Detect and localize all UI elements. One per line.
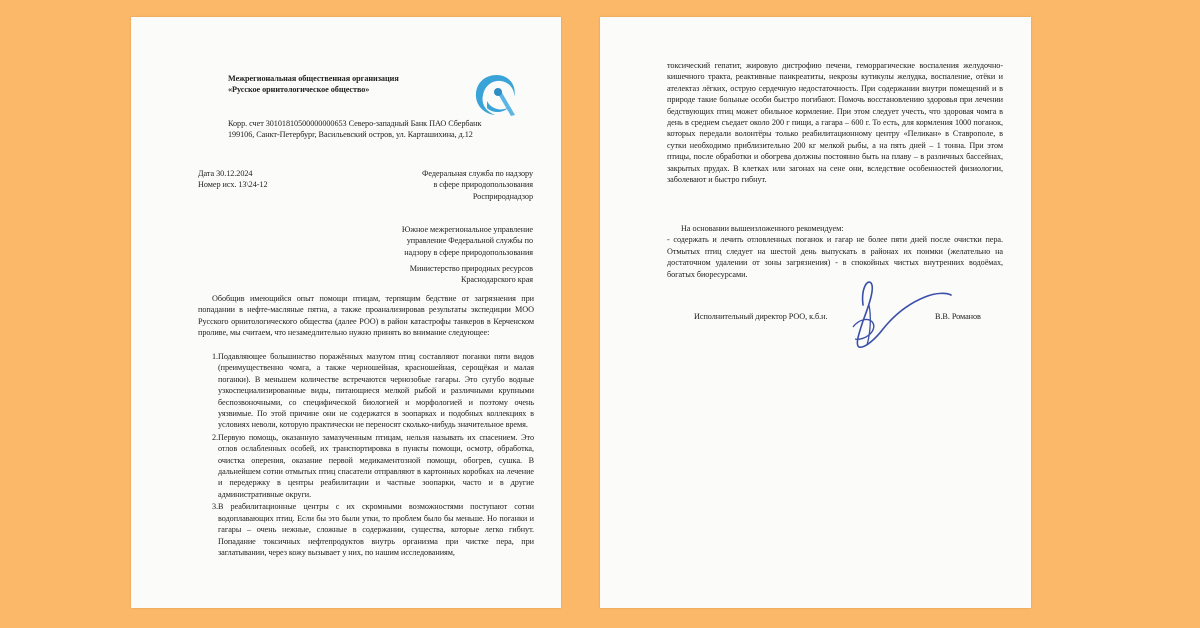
signatory-name: В.В. Романов xyxy=(935,312,981,321)
organization-line-1: Межрегиональная общественная организация xyxy=(228,74,399,83)
signatory-title: Исполнительный директор РОО, к.б.н. xyxy=(694,312,828,321)
list-item xyxy=(198,501,534,558)
list-item-number: 1. xyxy=(212,352,219,361)
continuation-paragraph: токсический гепатит, жировую дистрофию печени, геморрагические воспаления желудочно-кишечного тракта, реактивные панкреатиты, некрозы кутикулы желудка, воспаление, отёки и ателектаз лёгких, острую сердечную недостаточность. При содержании внутри помещений и в природе такие больные особи быстро погибают. Помочь восстановлению здоровья при лечении бедствующих птиц может обильное кормление. При этом следует учесть, что здоровая чомга в день в среднем съедает около 200 г пищи, а гагара – 600 г. То есть, для кормления 1000 поганок, которых передали волонтёры только реабилитационному центру «Пеликан» в Ставрополе, в сутки необходимо приблизительно 200 кг мелкой рыбы, а на пять дней – 1 тонна. При этом птицы, после обработки и обогрева должны постоянно быть на плаву – в различных бассейнах, закрытых прудах. В клетках или загонах на сене они, вследствие особенностей физиологии, заболевают и быстро гибнут. xyxy=(667,61,1003,185)
organization-name xyxy=(228,73,448,96)
recommendations-heading: На основании вышеизложенного рекомендуем: xyxy=(681,224,844,233)
bank-account: Корр. счет 30101810500000000653 Северо-западный Банк ПАО Сбербанк xyxy=(228,119,482,128)
list-item-number: 3. xyxy=(212,502,219,512)
addressee-1-line-1: Федеральная служба по надзору xyxy=(421,169,533,178)
list-item xyxy=(198,432,534,500)
intro-paragraph: Обобщив имеющийся опыт помощи птицам, терпящим бедствие от загрязнения при попадании в нефте-масляные пятна, а также проанализировав результаты экспедиции МОО Русского орнитологического общества (далее РОО) в район катастрофы танкеров в Керченском проливе, мы считаем, что незамедлительно нужно принять во внимание следующее: xyxy=(198,294,534,338)
addressee-3-line-2: Краснодарского края xyxy=(460,275,533,285)
addressee-1-line-3: Росприроднадзор xyxy=(472,191,533,201)
list-item-text: Подавляющее большинство поражённых мазутом птиц составляют поганки пяти видов (преимущественно чомга, а также черношейная, красношейная, серощёкая и малая поганки). В меньшем количестве встречаются чернозобые гагары. Это сугубо водные узкоспециализированные виды, питающиеся мелкой рыбой и различными крупными беспозвоночными, со специфической биологией и морфологией и поэтому очень уязвимые. По этой причине они не содержатся в зоопарках и подобных коллекциях в условиях неволи, которую практически не переносят сколько-нибудь значительное время. xyxy=(218,352,534,430)
document-number: Номер исх. 13\24-12 xyxy=(198,180,268,190)
addressee-2-line-2: управление Федеральной службы по xyxy=(406,236,533,246)
findings-list xyxy=(198,351,534,559)
addressee-3 xyxy=(366,263,533,286)
letter-page-2 xyxy=(600,17,1031,608)
addressee-2-line-3: надзору в сфере природопользования xyxy=(404,247,533,257)
bird-logo-icon xyxy=(471,71,523,121)
bank-details xyxy=(228,118,508,141)
addressee-1 xyxy=(381,168,533,202)
list-item xyxy=(198,351,534,431)
list-item-number: 2. xyxy=(212,432,219,442)
letter-page-1 xyxy=(131,17,561,608)
document-date: Дата 30.12.2024 xyxy=(198,169,253,178)
addressee-1-line-2: в сфере природопользования xyxy=(433,180,533,190)
recommendations-text: - содержать и лечить отловленных поганок и гагар не более пяти дней после очистки пера. Отмытых птиц следует на шестой день выпускать в районах их поимки (желательно на достаточном удалении от зоны загрязнения) - в спокойных чистых внутренних водоёмах, богатых биоресурсами. xyxy=(667,235,1003,279)
addressee-3-line-1: Министерство природных ресурсов xyxy=(409,264,533,273)
addressee-2-line-1: Южное межрегиональное управление xyxy=(401,225,533,234)
addressee-2 xyxy=(366,224,533,258)
organization-line-2: «Русское орнитологическое общество» xyxy=(228,85,370,95)
organization-address: 199106, Санкт-Петербург, Васильевский остров, ул. Карташихина, д.12 xyxy=(228,130,473,140)
list-item-text: Первую помощь, оказанную замазученным птицам, нельзя называть их спасением. Это отлов ослабленных особей, их транспортировка в пункты помощи, осмотр, обработка, очистка оперения, оказание первой медикаментозной помощи, обогрев, сушка. В дальнейшем сотни отмытых птиц спасатели отправляют в картонных коробках на лечение и передержку в центры реабилитации и частные зоопарки, часто и в другие административные округи. xyxy=(218,432,534,499)
list-item-text: В реабилитационные центры с их скромными возможностями поступают сотни водоплавающих птиц. Если бы это были утки, то проблем было бы меньше. Но поганки и гагары – очень нежные, сложные в содержании, существа, которые легко гибнут. Попадание токсичных нефтепродуктов внутрь организма при чистке пера, при заглатывании, через кожу вызывает у них, по нашим исследованиям, xyxy=(218,502,534,557)
recommendations xyxy=(667,223,1003,280)
document-meta xyxy=(198,168,338,191)
